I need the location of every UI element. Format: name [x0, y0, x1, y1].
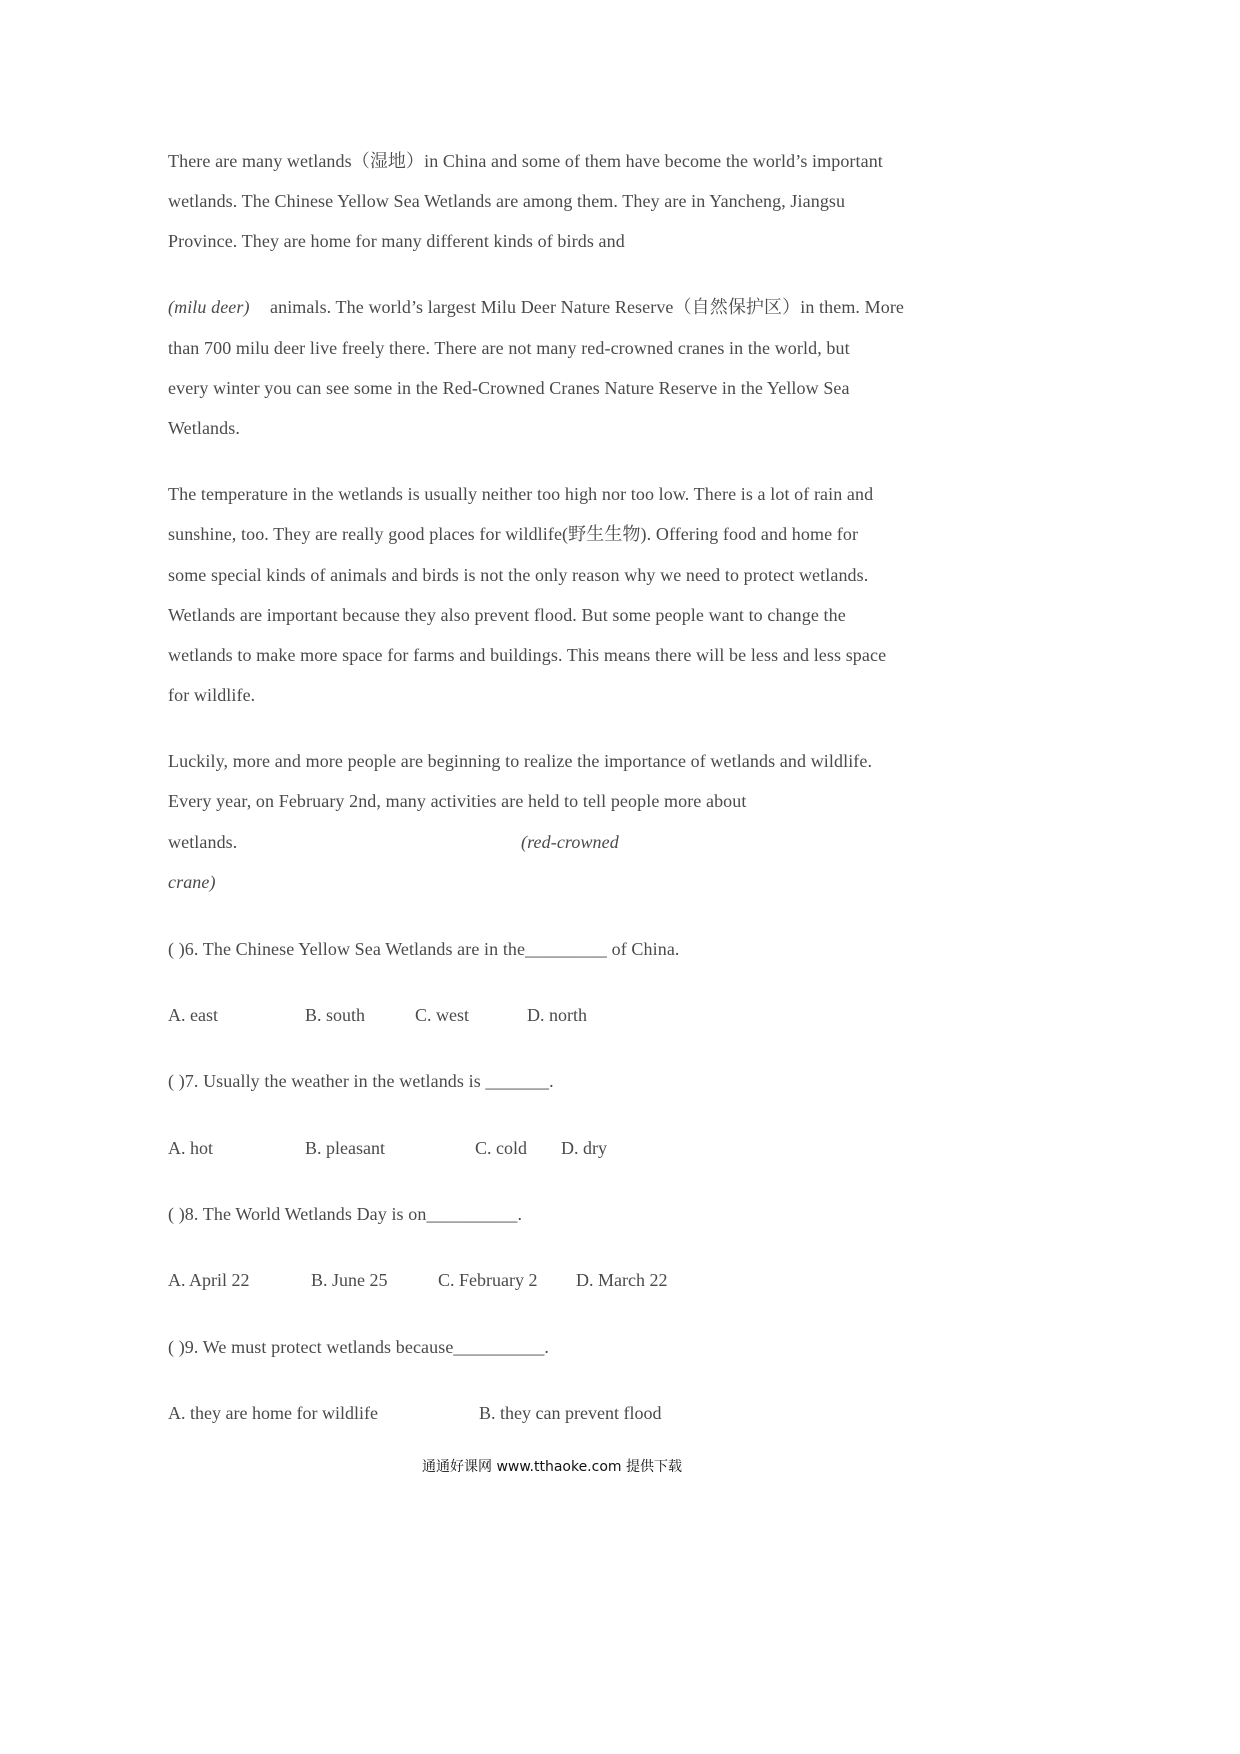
paragraph-4-line-1: Luckily, more and more people are beginning to realize the importance of wetlands and wildlife.: [168, 751, 873, 771]
question-6-option-d: D. north: [527, 1005, 587, 1025]
question-6-option-b: B. south: [305, 1005, 366, 1025]
question-8-option-a: A. April 22: [168, 1270, 250, 1290]
paragraph-4-line-3: [168, 831, 619, 853]
question-8-option-c: C. February 2: [438, 1270, 538, 1290]
paragraph-3-line-1: The temperature in the wetlands is usually neither too high nor too low. There is a lot of rain and: [168, 484, 874, 504]
paragraph-3-line-2: sunshine, too. They are really good places for wildlife(野生生物). Offering food and home for: [168, 524, 859, 544]
red-crowned-crane-caption-b: crane): [168, 872, 216, 892]
paragraph-2-line-1-text: animals. The world’s largest Milu Deer Nature Reserve（自然保护区）in them. More: [270, 297, 905, 317]
paragraph-2-line-4: Wetlands.: [168, 418, 240, 438]
paragraph-3-line-4: Wetlands are important because they also prevent flood. But some people want to change the: [168, 605, 846, 625]
paragraph-1-line-2: wetlands. The Chinese Yellow Sea Wetlands are among them. They are in Yancheng, Jiangsu: [168, 191, 846, 211]
question-6-option-c: C. west: [415, 1005, 469, 1025]
question-9-option-b: B. they can prevent flood: [479, 1403, 662, 1423]
paragraph-3-line-5: wetlands to make more space for farms and buildings. This means there will be less and less space: [168, 645, 887, 665]
question-9-stem: ( )9. We must protect wetlands because__________.: [168, 1337, 550, 1357]
question-8-stem: ( )8. The World Wetlands Day is on__________.: [168, 1204, 523, 1224]
page-footer: 通通好课网 www.tthaoke.com 提供下载: [422, 1459, 682, 1475]
paragraph-2-line-2: than 700 milu deer live freely there. There are not many red-crowned cranes in the world, but: [168, 338, 850, 358]
paragraph-3-line-6: for wildlife.: [168, 685, 256, 705]
paragraph-1-line-1: There are many wetlands（湿地）in China and some of them have become the world’s important: [168, 151, 883, 171]
paragraph-4-line-2: Every year, on February 2nd, many activities are held to tell people more about: [168, 791, 747, 811]
question-6-option-a: A. east: [168, 1005, 218, 1025]
question-8-option-d: D. March 22: [576, 1270, 668, 1290]
paragraph-3-line-3: some special kinds of animals and birds is not the only reason why we need to protect wetlands.: [168, 565, 869, 585]
question-7-option-d: D. dry: [561, 1138, 607, 1158]
question-6-stem: ( )6. The Chinese Yellow Sea Wetlands are in the_________ of China.: [168, 939, 680, 959]
question-8-option-b: B. June 25: [311, 1270, 388, 1290]
paragraph-4-line-3-text: wetlands.: [168, 832, 238, 852]
paragraph-1-line-3: Province. They are home for many different kinds of birds and: [168, 231, 625, 251]
red-crowned-crane-caption-a: (red-crowned: [521, 832, 619, 852]
paragraph-2-line-3: every winter you can see some in the Red-Crowned Cranes Nature Reserve in the Yellow Sea: [168, 378, 850, 398]
question-7-option-b: B. pleasant: [305, 1138, 385, 1158]
question-7-option-a: A. hot: [168, 1138, 213, 1158]
question-7-option-c: C. cold: [475, 1138, 527, 1158]
milu-deer-caption: (milu deer): [168, 297, 250, 317]
paragraph-2-line-1: [168, 296, 905, 318]
question-9-option-a: A. they are home for wildlife: [168, 1403, 378, 1423]
question-7-stem: ( )7. Usually the weather in the wetlands is _______.: [168, 1071, 554, 1091]
